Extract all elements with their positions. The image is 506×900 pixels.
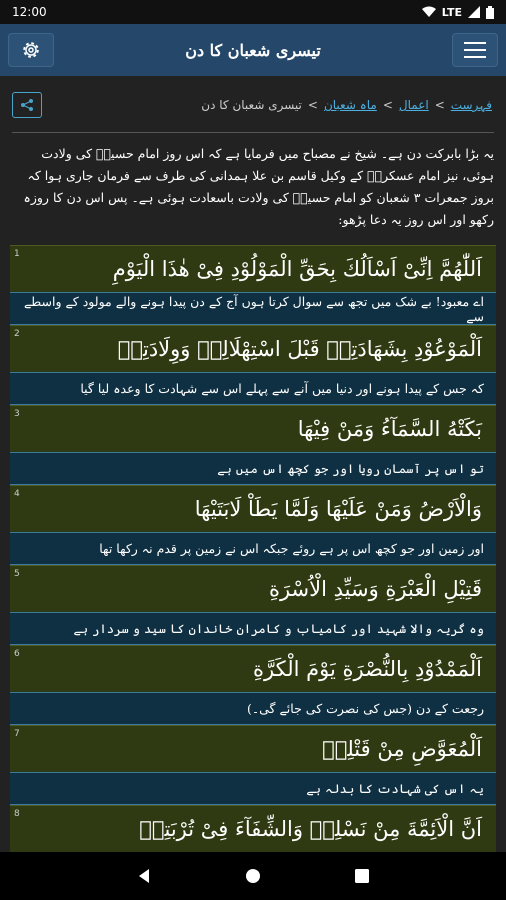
translation-text: تو اس پر آسمان رویا اور جو کچھ اس میں ہے (217, 461, 484, 476)
home-icon[interactable] (245, 868, 261, 884)
urdu-translation (10, 372, 496, 405)
verse-number: 7 (14, 729, 20, 739)
breadcrumb-current: تیسری شعبان کا دن (201, 98, 302, 112)
menu-button[interactable] (452, 33, 498, 67)
translation-text: اے معبود! بے شک میں تجھ سے سوال کرتا ہوں آج کے دن پیدا ہونے والے مولود کے واسطے سے (23, 293, 484, 324)
verse-number: 3 (14, 409, 20, 419)
verse-number: 6 (14, 649, 20, 659)
wifi-icon (422, 6, 436, 18)
urdu-translation (10, 292, 496, 325)
intro-paragraph: یہ بڑا بابرکت دن ہے۔ شیخ نے مصباح میں فرمایا ہے کہ اس روز امام حسینؑ کی ولادت ہوئی، نیز امام عسکریؑ کے وکیل قاسم بن علا ہمدانی کی طرف سے فرمان جاری ہوا کہ بروز جمعرات ۳ شعبان کو امام حسینؑ کی ولادت باسعادت ہوئی ہے۔ پس اس دن کا روزہ رکھو اور اس روز یہ دعا پڑھو: (23, 146, 494, 227)
translation-text: اور زمین اور جو کچھ اس پر ہے روئے جبکہ اس نے زمین پر قدم نہ رکھا تھا (99, 541, 484, 556)
arabic-text: اَلْمَمْدُوْدِ بِالنُّصْرَةِ یَوْمَ الْكَرَّةِ (253, 657, 482, 681)
page-title: تیسری شعبان کا دن (185, 40, 321, 60)
arabic-verse (10, 645, 496, 692)
verse-number: 2 (14, 329, 20, 339)
urdu-translation (10, 692, 496, 725)
system-nav-bar (0, 852, 506, 900)
recents-icon[interactable] (355, 869, 369, 883)
back-icon[interactable] (137, 868, 151, 884)
verse-number: 5 (14, 569, 20, 579)
arabic-verse (10, 325, 496, 372)
signal-icon (468, 6, 480, 18)
translation-text: کہ جس کے پیدا ہونے اور دنیا میں آنے سے پہلے اس سے شہادت کا وعدہ لیا گیا (80, 381, 484, 396)
arabic-verse (10, 725, 496, 772)
share-icon (20, 98, 34, 112)
translation-text: رجعت کے دن (جس کی نصرت کی جائے گی۔) (246, 701, 484, 716)
status-bar (0, 0, 506, 24)
translation-text: وہ گریہ والا شہید اور کامیاب و کامران خاندان کا سید و سردار ہے (73, 621, 484, 636)
share-button[interactable] (12, 92, 42, 118)
divider (12, 132, 494, 133)
breadcrumb-shaban[interactable]: ماہ شعبان (323, 98, 377, 112)
arabic-verse (10, 485, 496, 532)
battery-icon (486, 6, 494, 19)
breadcrumb-amaal[interactable]: اعمال (398, 98, 429, 112)
arabic-text: اَلْمُعَوَّضِ مِنْ قَتْلِهٖ (322, 737, 482, 761)
hamburger-icon (464, 41, 486, 59)
breadcrumb-separator: > (307, 98, 318, 112)
breadcrumb (201, 98, 492, 112)
settings-button[interactable] (8, 33, 54, 67)
arabic-text: بَكَتْهُ السَّمَآءُ وَمَنْ فِیْهَا (297, 417, 482, 441)
urdu-translation (10, 612, 496, 645)
dua-verses (10, 245, 496, 852)
arabic-verse (10, 565, 496, 612)
arabic-verse (10, 805, 496, 852)
verse-number: 8 (14, 809, 20, 819)
urdu-translation (10, 772, 496, 805)
arabic-text: وَالْاَرْضُ وَمَنْ عَلَیْهَا وَلَمَّا یَطَاْ لَابَتَیْهَا (194, 497, 482, 521)
breadcrumb-separator: > (382, 98, 393, 112)
status-time: 12:00 (12, 5, 47, 19)
arabic-verse (10, 245, 496, 292)
network-label: LTE (441, 5, 462, 19)
arabic-text: اَلْمَوْعُوْدِ بِشَهَادَتِهٖ قَبْلَ اسْتِهْلَالِهٖ وَوِلَادَتِهٖ (117, 337, 482, 361)
content (0, 76, 506, 852)
arabic-text: اَللّٰهُمَّ اِنِّیْ اَسْاَلُكَ بِحَقِّ الْمَوْلُوْدِ فِیْ هٰذَا الْیَوْمِ (112, 257, 482, 281)
verse-number: 4 (14, 489, 20, 499)
arabic-text: اَنَّ الْاَئِمَّةَ مِنْ نَسْلِهٖ وَالشِّفَآءَ فِیْ تُرْبَتِهٖ (139, 817, 482, 841)
urdu-translation (10, 452, 496, 485)
app-bar (0, 24, 506, 76)
arabic-text: قَتِیْلِ الْعَبْرَةِ وَسَیِّدِ الْاُسْرَةِ (268, 577, 482, 601)
translation-text: یہ اس کی شہادت کا بدلہ ہے (306, 781, 484, 796)
breadcrumb-home[interactable]: فہرست (450, 98, 492, 112)
gear-icon (20, 39, 42, 61)
urdu-translation (10, 532, 496, 565)
arabic-verse (10, 405, 496, 452)
breadcrumb-row (0, 76, 506, 126)
breadcrumb-separator: > (434, 98, 445, 112)
status-icons (422, 6, 494, 19)
verse-number: 1 (14, 249, 20, 259)
